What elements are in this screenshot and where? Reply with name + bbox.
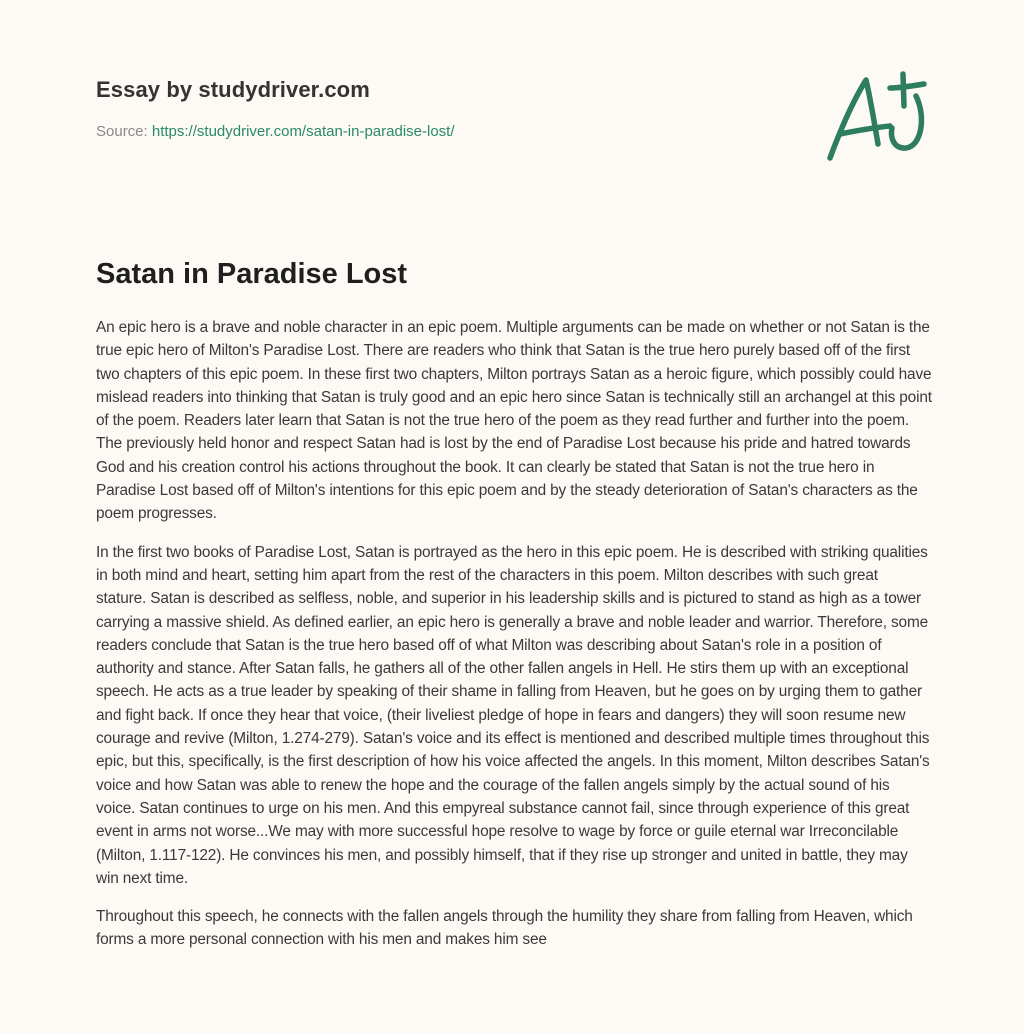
essay-body: [96, 316, 932, 967]
source-line: [96, 122, 928, 142]
page-header: [96, 76, 928, 142]
essay-title: Satan in Paradise Lost: [96, 258, 408, 290]
essay-paragraph: Throughout this speech, he connects with the fallen angels through the humility they share from falling from Heaven, which forms a more personal connection with his men and makes him see: [96, 908, 913, 949]
source-label: Source:: [96, 123, 152, 140]
site-title: Essay by studydriver.com: [96, 77, 370, 102]
a-plus-grade-icon: [820, 66, 930, 166]
source-link[interactable]: https://studydriver.com/satan-in-paradise-lost/: [151, 123, 455, 140]
essay-paragraph: An epic hero is a brave and noble character in an epic poem. Multiple arguments can be made on whether or not Satan is the true epic hero of Milton's Paradise Lost. There are readers who think that Satan is the true hero purely based off of the first two chapters of this epic poem. In these first two chapters, Milton portrays Satan as a heroic figure, which possibly could have mislead readers into thinking that Satan is truly good and an epic hero since Satan is technically still an archangel at this point of the poem. Readers later learn that Satan is not the true hero of the poem as they read further and further into the poem. The previously held honor and respect Satan had is lost by the end of Paradise Lost because his pride and hatred towards God and his creation control his actions throughout the book. It can clearly be stated that Satan is not the true hero in Paradise Lost based off of Milton's intentions for this epic poem and by the steady deterioration of Satan's characters as the poem progresses.: [96, 319, 932, 523]
essay-paragraph: In the first two books of Paradise Lost, Satan is portrayed as the hero in this epic poem. He is described with striking qualities in both mind and heart, setting him apart from the rest of the characters in this poem. Milton describes with such great stature. Satan is described as selfless, noble, and superior in his leadership skills and is pictured to stand as high as a tower carrying a massive shield. As defined earlier, an epic hero is generally a brave and noble leader and warrior. Therefore, some readers conclude that Satan is the true hero based off of what Milton was describing about Satan's role in a position of authority and stance. After Satan falls, he gathers all of the other fallen angels in Hell. He stirs them up with an exceptional speech. He acts as a true leader by speaking of their shame in falling from Heaven, but he goes on by urging them to gather and fight back. If once they hear that voice, (their liveliest pledge of hope in fears and dangers) they will soon resume new courage and revive (Milton, 1.274-279). Satan's voice and its effect is mentioned and described multiple times throughout this epic, but this, specifically, is the first description of how his voice affected the angels. In this moment, Milton describes Satan's voice and how Satan was able to renew the hope and the courage of the fallen angels simply by the actual sound of his voice. Satan continues to urge on his men. And this empyreal substance cannot fail, since through experience of this great event in arms not worse...We may with more successful hope resolve to wage by force or guile eternal war Irreconcilable (Milton, 1.117-122). He convinces his men, and possibly himself, that if they rise up stronger and united in battle, they may win next time.: [96, 543, 930, 887]
